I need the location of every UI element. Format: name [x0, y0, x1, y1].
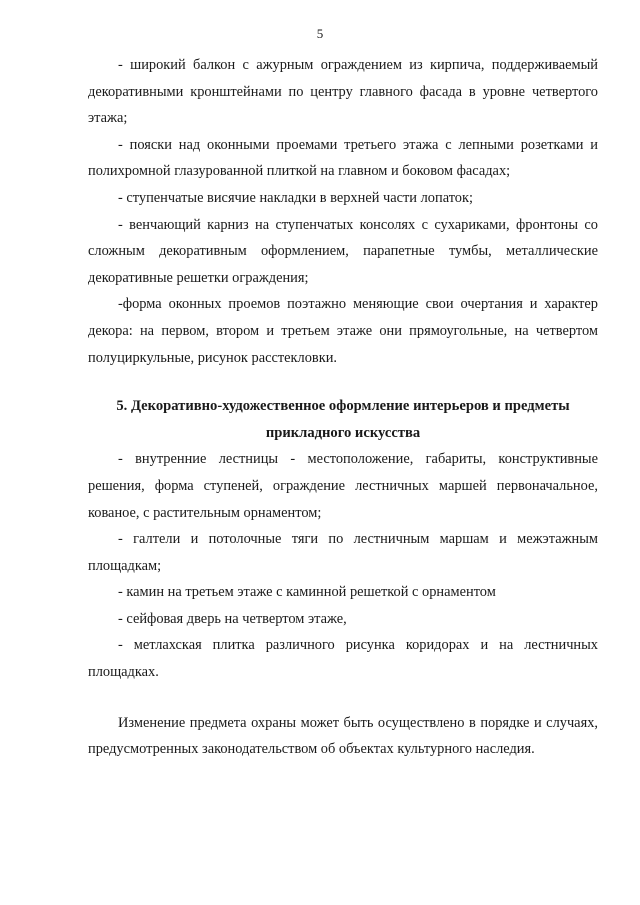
- section-heading: [88, 393, 598, 446]
- list-item: - внутренние лестницы - местоположение, габариты, конструктивные решения, форма ступеней, ограждение лестничных маршей первоначальное, кованое, с растительным орнаментом;: [88, 451, 598, 521]
- page-number: 5: [316, 26, 324, 41]
- list-item: - метлахская плитка различного рисунка коридорах и на лестничных площадках.: [88, 637, 598, 681]
- list-item: - венчающий карниз на ступенчатых консолях с сухариками, фронтоны со сложным декоративным оформлением, парапетные тумбы, металлические декоративные решетки ограждения;: [88, 216, 598, 286]
- list-item: - сейфовая дверь на четвертом этаже,: [118, 610, 347, 627]
- list-item: - пояски над оконными проемами третьего этажа с лепными розетками и полихромной глазурованной плиткой на главном и боковом фасадах;: [88, 136, 598, 180]
- list-item: - камин на третьем этаже с каминной решеткой с орнаментом: [118, 584, 496, 601]
- section-heading-line: 5. Декоративно-художественное оформление интерьеров и предметы: [116, 398, 570, 415]
- closing-paragraph: Изменение предмета охраны может быть осуществлено в порядке и случаях, предусмотренных законодательством об объектах культурного наследия.: [88, 714, 598, 758]
- document-body: [88, 52, 598, 763]
- section-heading-line: прикладного искусства: [265, 424, 421, 441]
- list-item: - галтели и потолочные тяги по лестничным маршам и межэтажным площадкам;: [88, 531, 598, 574]
- list-item: - широкий балкон с ажурным ограждением из кирпича, поддерживаемый декоративными кронштейнами по центру главного фасада в уровне четвертого этажа;: [88, 57, 598, 127]
- list-item: -форма оконных проемов поэтажно меняющие свои очертания и характер декора: на первом, втором и третьем этаже они прямоугольные, на четвертом полуциркульные, рисунок расстекловки.: [88, 296, 598, 366]
- list-item: - ступенчатые висячие накладки в верхней части лопаток;: [118, 189, 473, 206]
